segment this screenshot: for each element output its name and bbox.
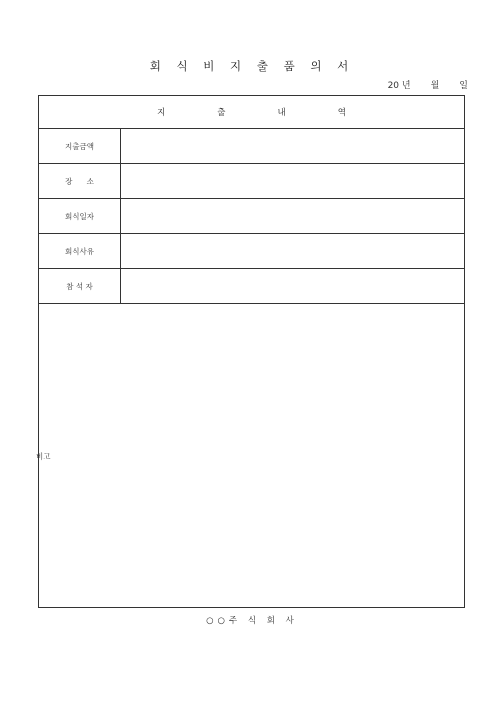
date-year: 20 년 — [387, 81, 411, 91]
field-amount[interactable] — [121, 129, 464, 163]
row-amount — [39, 129, 464, 164]
date-line — [388, 78, 468, 91]
row-label-place: 장 소 — [39, 164, 121, 198]
field-place[interactable] — [121, 164, 464, 198]
row-label-attendees: 참 석 자 — [39, 269, 121, 303]
company-name: ○○주 식 회 사 — [206, 616, 298, 626]
table-header-text — [157, 106, 346, 118]
date-day: 일 — [459, 81, 468, 91]
row-label-reason: 회식사유 — [39, 234, 121, 268]
field-date[interactable] — [121, 199, 464, 233]
row-label-amount: 지출금액 — [39, 129, 121, 163]
row-date — [39, 199, 464, 234]
table-header-row — [39, 96, 464, 129]
remarks-area[interactable] — [39, 304, 464, 607]
row-reason — [39, 234, 464, 269]
document-title: 회 식 비 지 출 품 의 서 — [149, 59, 355, 73]
row-attendees — [39, 269, 464, 304]
header-char: 출 — [217, 108, 226, 118]
row-label-date: 회식일자 — [39, 199, 121, 233]
header-char: 역 — [337, 108, 346, 118]
header-char: 내 — [277, 108, 286, 118]
field-reason[interactable] — [121, 234, 464, 268]
expense-form-table — [38, 95, 465, 608]
row-place — [39, 164, 464, 199]
date-month: 월 — [430, 81, 440, 91]
field-attendees[interactable] — [121, 269, 464, 303]
header-char: 지 — [157, 108, 166, 118]
remarks-label: 비고 — [36, 452, 51, 461]
